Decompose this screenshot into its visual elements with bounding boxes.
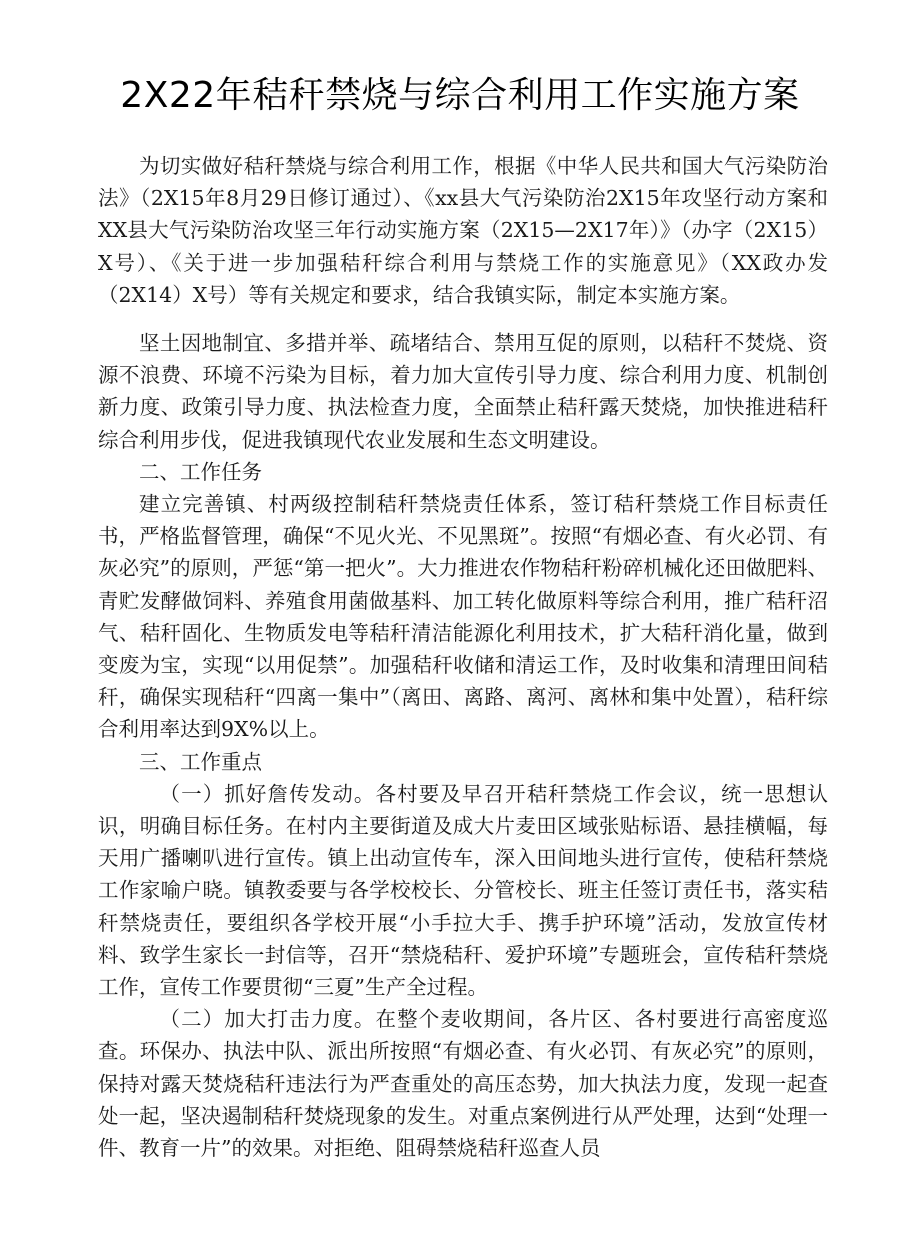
paragraph-intro: 为切实做好秸秆禁烧与综合利用工作，根据《中华人民共和国大气污染防治法》（2X15年8月29日修订通过）、《xx县大气污染防治2X15年攻坚行动方案和XX县大气污染防治攻坚三年行动实施方案（2X15—2X17年）》（办字（2X15）X号）、《关于进一步加强秸秆综合利用与禁烧工作的实施意见》（XX政办发（2X14）X号）等有关规定和要求，结合我镇实际，制定本实施方案。	[98, 154, 828, 307]
paragraph-tasks: 建立完善镇、村两级控制秸秆禁烧责任体系，签订秸秆禁烧工作目标责任书，严格监督管理，确保“不见火光、不见黑斑”。按照“有烟必查、有火必罚、有灰必究”的原则，严惩“第一把火”。大力推进农作物秸秆粉碎机械化还田做肥料、青贮发酵做饲料、养殖食用菌做基料、加工转化做原料等综合利用，推广秸秆沼气、秸秆固化、生物质发电等秸秆清洁能源化利用技术，扩大秸秆消化量，做到变废为宝，实现“以用促禁”。加强秸秆收储和清运工作，及时收集和清理田间秸秆，确保实现秸秆“四离一集中”（离田、离路、离河、离林和集中处置），秸秆综合利用率达到9X%以上。	[98, 492, 828, 742]
document-body	[98, 150, 828, 1164]
paragraph-focus-2: （二）加大打击力度。在整个麦收期间，各片区、各村要进行高密度巡查。环保办、执法中队、派出所按照“有烟必查、有火必罚、有灰必究”的原则，保持对露天焚烧秸秆违法行为严查重处的高压态势，加大执法力度，发现一起查处一起，坚决遏制秸秆焚烧现象的发生。对重点案例进行从严处理，达到“处理一件、教育一片”的效果。对拒绝、阻碍禁烧秸秆巡查人员	[98, 1007, 828, 1161]
paragraph-principle: 坚土因地制宜、多措并举、疏堵结合、禁用互促的原则，以秸秆不焚烧、资源不浪费、环境不污染为目标，着力加大宣传引导力度、综合利用力度、机制创新力度、政策引导力度、执法检查力度，全面禁止秸秆露天焚烧，加快推进秸秆综合利用步伐，促进我镇现代农业发展和生态文明建设。	[98, 331, 828, 452]
paragraph-focus-1: （一）抓好詹传发动。各村要及早召开秸秆禁烧工作会议，统一思想认识，明确目标任务。在村内主要街道及成大片麦田区域张贴标语、悬挂横幅，每天用广播喇叭进行宣传。镇上出动宣传车，深入田间地头进行宣传，使秸秆禁烧工作家喻户晓。镇教委要与各学校校长、分管校长、班主任签订责任书，落实秸秆禁烧责任，要组织各学校开展“小手拉大手、携手护环境”活动，发放宣传材料、致学生家长一封信等，召开“禁烧秸秆、爱护环境”专题班会，宣传秸秆禁烧工作，宣传工作要贯彻“三夏”生产全过程。	[98, 781, 828, 1000]
page-title: 2X22年秸秆禁烧与综合利用工作实施方案	[120, 75, 800, 116]
section-heading-tasks: 二、工作任务	[139, 459, 262, 484]
section-heading-focus: 三、工作重点	[139, 749, 262, 774]
